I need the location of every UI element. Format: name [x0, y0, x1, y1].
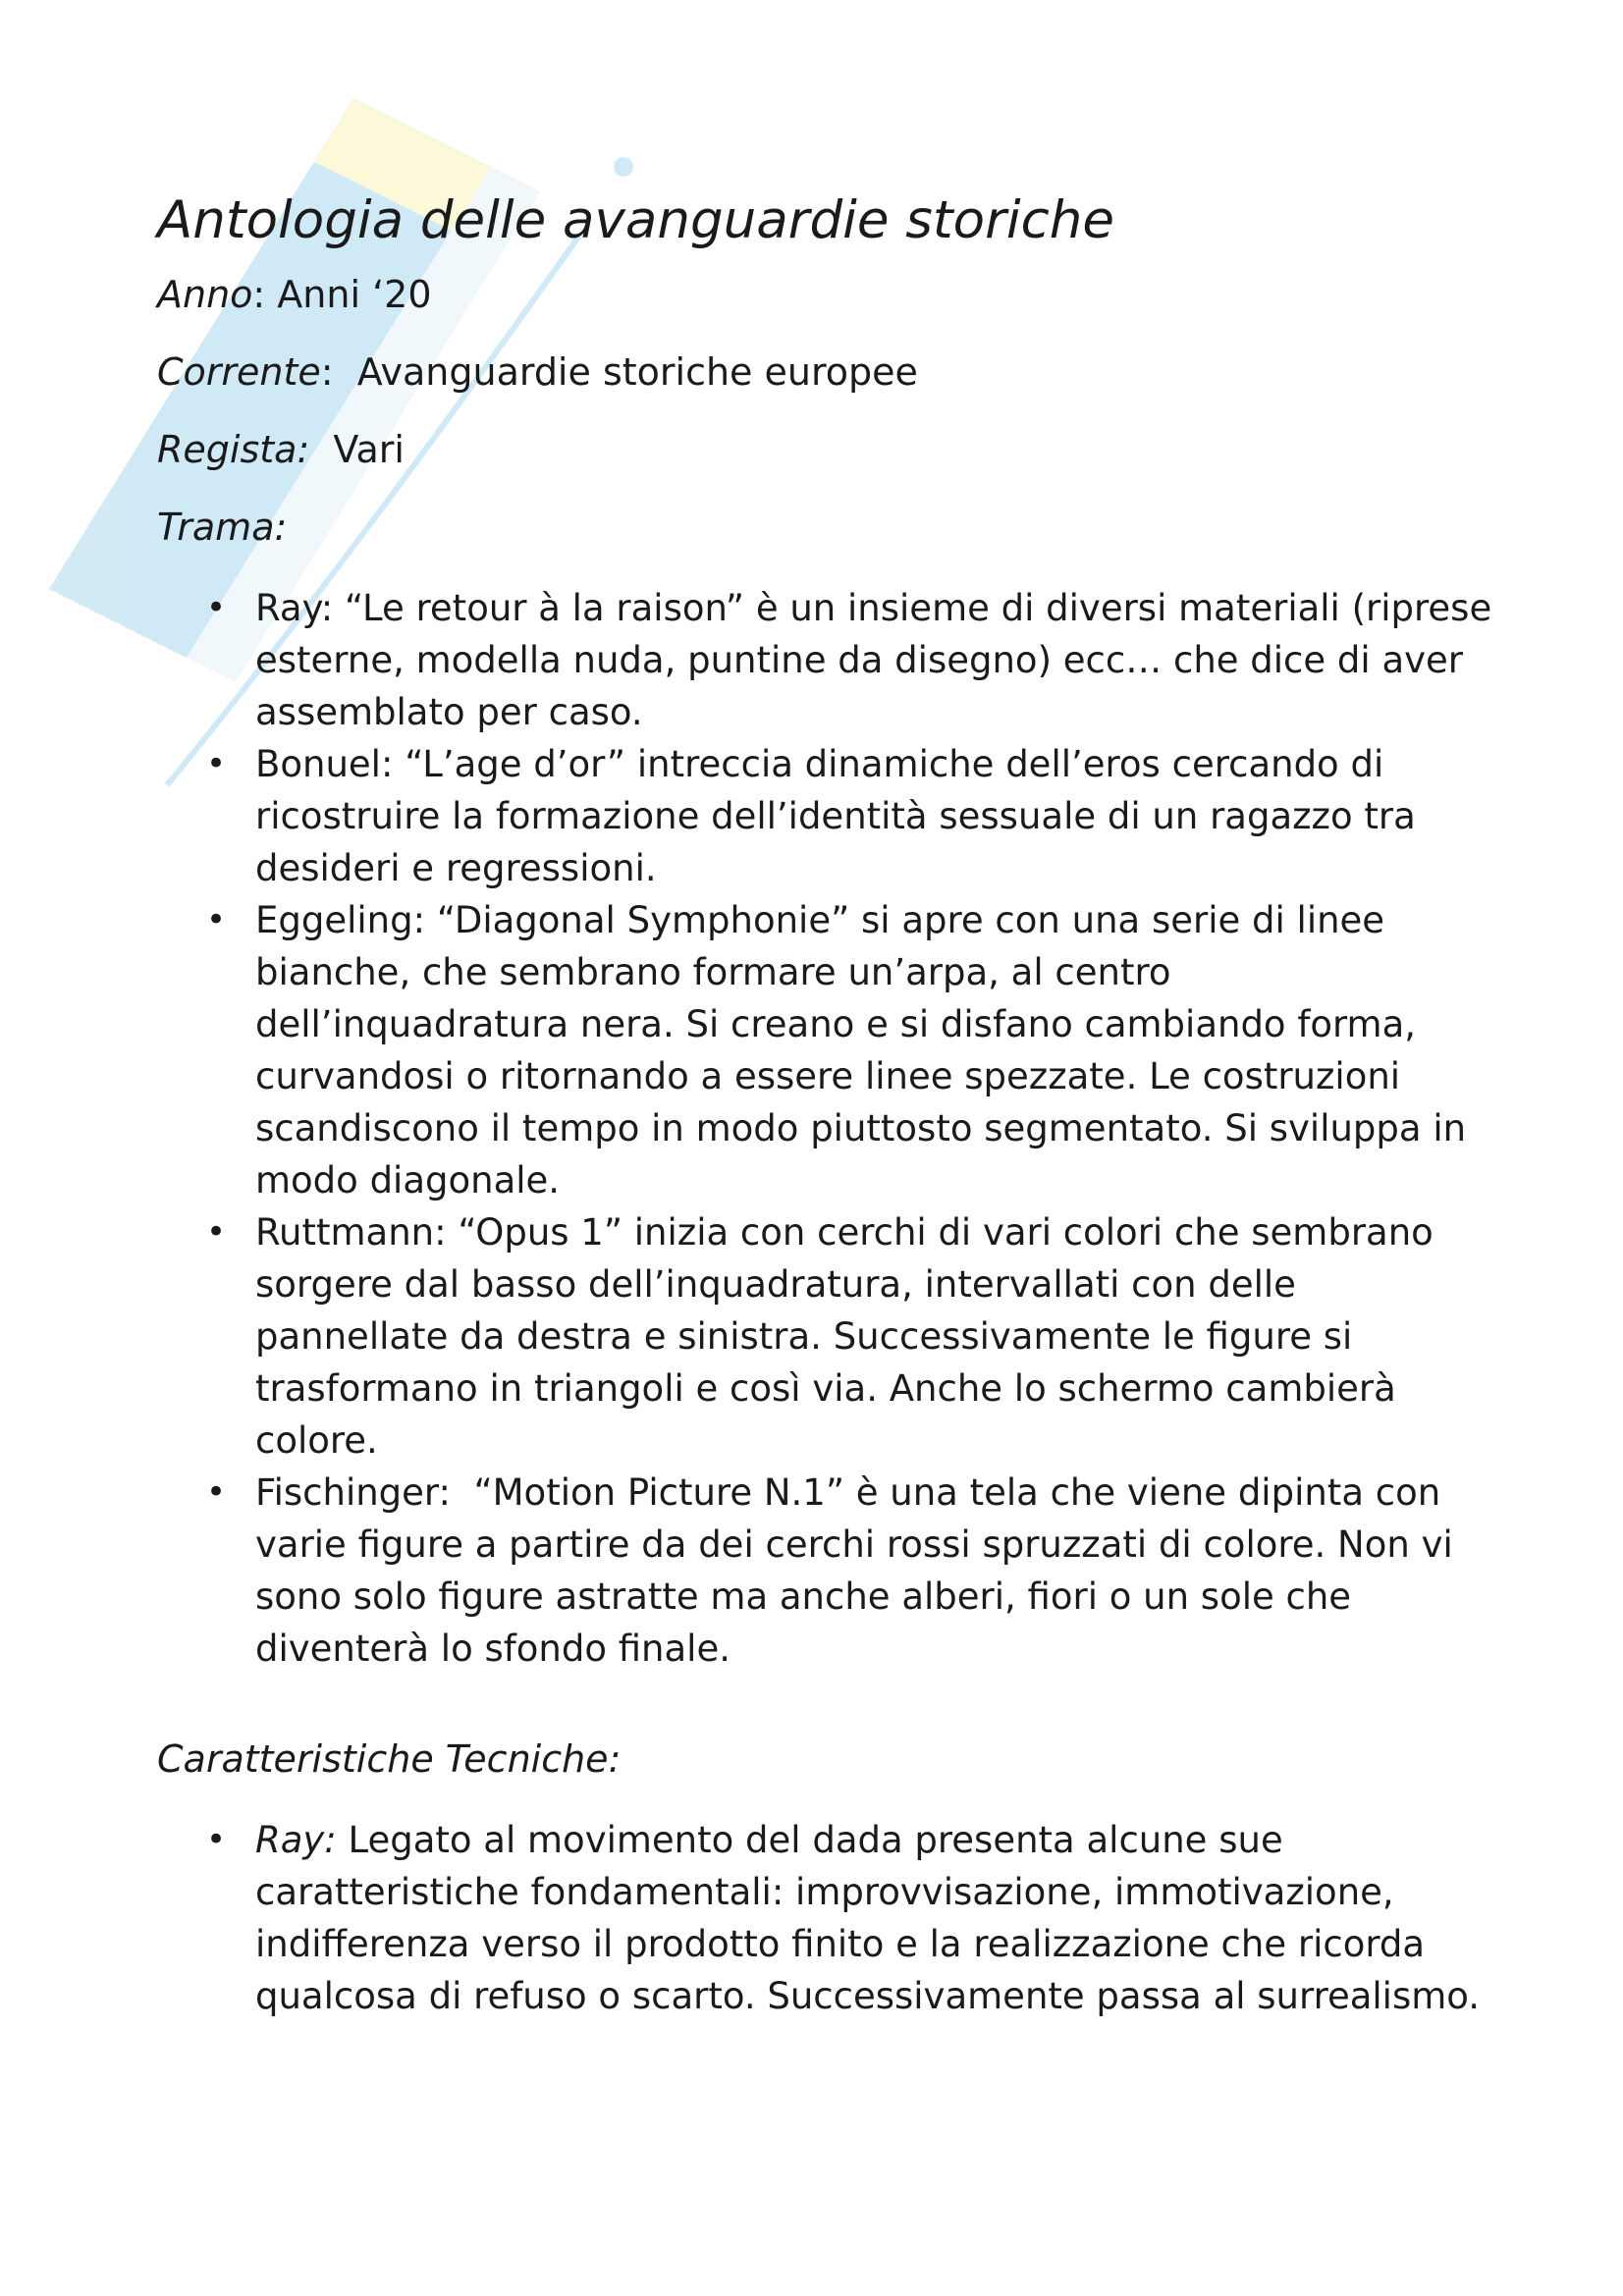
regista-value: Vari	[309, 428, 405, 471]
corrente-label: Corrente	[157, 350, 321, 394]
list-item	[157, 1814, 1492, 2022]
list-item	[157, 1206, 1492, 1467]
list-item	[157, 1467, 1492, 1675]
tech-label: Caratteristiche Tecniche:	[157, 1737, 622, 1781]
bullet-icon: •	[206, 1212, 227, 1252]
list-item	[157, 582, 1492, 738]
bullet-icon: •	[206, 1472, 227, 1512]
trama-label: Trama:	[157, 506, 288, 549]
document-title: Antologia delle avanguardie storiche	[157, 190, 1114, 250]
corrente-line	[157, 347, 1492, 398]
bullet-icon: •	[206, 1820, 227, 1859]
tech-item-text: Legato al movimento del dada presenta alcune sue caratteristiche fondamentali: improvvisazione, immotivazione, indifferenza verso il prodotto finito e la realizzazione che ricorda qualcosa di refuso o scarto. Successivamente passa al surrealismo.	[255, 1819, 1481, 2017]
trama-list	[157, 582, 1492, 1675]
trama-item-text: Ruttmann: “Opus 1” inizia con cerchi di vari colori che sembrano sorgere dal basso dell’inquadratura, intervallati con delle pannellate da destra e sinistra. Successivamente le figure si trasformano in triangoli e così via. Anche lo schermo cambierà colore.	[255, 1211, 1434, 1462]
list-item	[157, 738, 1492, 894]
bullet-icon: •	[206, 744, 227, 783]
anno-value: : Anni ‘20	[252, 273, 432, 316]
regista-line	[157, 424, 1492, 475]
corrente-value: : Avanguardie storiche europee	[320, 350, 918, 394]
bullet-icon: •	[206, 900, 227, 939]
trama-item-text: Fischinger: “Motion Picture N.1” è una tela che viene dipinta con varie figure a partire da dei cerchi rossi spruzzati di colore. Non vi sono solo figure astratte ma anche alberi, fiori o un sole che diventerà lo sfondo finale.	[255, 1471, 1465, 1670]
anno-label: Anno	[157, 273, 253, 316]
trama-item-text: Bonuel: “L’age d’or” intreccia dinamiche dell’eros cercando di ricostruire la formazione dell’identità sessuale di un ragazzo tra desideri e regressioni.	[255, 743, 1416, 889]
trama-item-text: Ray: “Le retour à la raison” è un insieme di diversi materiali (riprese esterne, modella nuda, puntine da disegno) ecc… che dice di aver assemblato per caso.	[255, 587, 1492, 733]
bullet-icon: •	[206, 588, 227, 627]
tech-list	[157, 1814, 1492, 2022]
tech-item-name: Ray:	[255, 1819, 337, 1861]
document-page	[157, 187, 1492, 2022]
list-item	[157, 894, 1492, 1206]
trama-item-text: Eggeling: “Diagonal Symphonie” si apre con una serie di linee bianche, che sembrano formare un’arpa, al centro dell’inquadratura nera. Si creano e si disfano cambiando forma, curvandosi o ritornando a essere linee spezzate. Le costruzioni scandiscono il tempo in modo piuttosto segmentato. Si sviluppa in modo diagonale.	[255, 899, 1467, 1201]
anno-line	[157, 269, 1492, 320]
regista-label: Regista:	[157, 428, 310, 471]
